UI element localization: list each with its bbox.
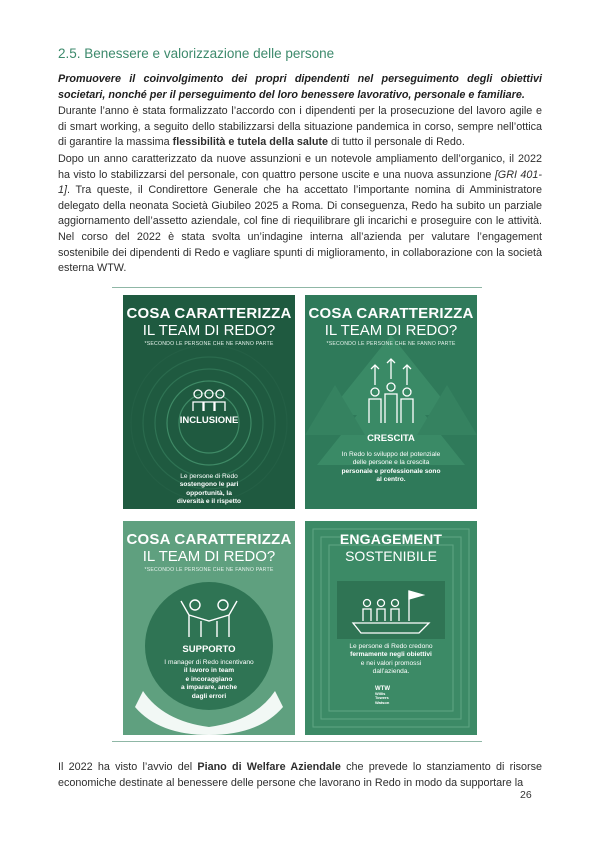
- p3-text-b: che prevede lo stanziamento di risorse economiche destinate al benessere delle persone che lavorano in Redo in modo da supportare la: [58, 761, 543, 789]
- figure-bottom-rule: [112, 741, 482, 742]
- wtw-logo-line-1: Willis: [375, 690, 386, 696]
- engagement-title-2: SOSTENIBILE: [345, 548, 437, 564]
- supporto-copy: [133, 659, 285, 701]
- panel-a-title-2: IL TEAM DI REDO?: [142, 322, 276, 339]
- p1-text-a: Durante l’anno è stata formalizzato l’accordo con i dipendenti per la prosecuzione del lavoro agile e di smart working, a seguito dello stabilizzarsi della situazione pandemica in corso, sempre nell’ottica di garantire la massima: [58, 105, 542, 149]
- supporto-label: SUPPORTO: [182, 644, 236, 655]
- inclusione-copy: [133, 473, 285, 507]
- panel-engagement: [305, 521, 477, 735]
- panel-b-title-1: COSA CARATTERIZZA: [308, 305, 474, 322]
- engagement-line-2: fermamente negli obiettivi: [350, 651, 432, 659]
- panel-a-title-1: COSA CARATTERIZZA: [126, 305, 292, 322]
- section-heading: 2.5. Benessere e valorizzazione delle persone: [58, 46, 335, 61]
- crescita-line-3: personale e professionale sono: [341, 467, 441, 475]
- crescita-copy: [315, 451, 467, 485]
- wtw-logo-line-3: Watson: [375, 699, 390, 705]
- inclusione-line-3: opportunità, la: [186, 489, 232, 497]
- panel-c-title-1: COSA CARATTERIZZA: [126, 531, 292, 548]
- p1-text-b: di tutto il personale di Redo.: [328, 136, 465, 149]
- paragraph-smart-working: [58, 104, 542, 151]
- supporto-line-2: il lavoro in team: [183, 667, 235, 675]
- engagement-copy: [315, 643, 467, 677]
- paragraph-welfare: [58, 760, 542, 791]
- inclusione-label: INCLUSIONE: [179, 415, 239, 426]
- p2-text-b: . Tra queste, il Condirettore Generale che ha accettato l’importante nomina di Amministratore delegato della neonata Società Giubileo 2025 a Roma. Di conseguenza, Redo ha subito un parziale aggiornamento dell’assetto aziendale, col fine di riequilibrare gli incarichi e proseguire con le attività. Nel corso del 2022 è stata svolta un’indagine interna all’azienda per valutare l’engagement sostenibile dei dipendenti di Redo e vagliare spunti di miglioramento, in collaborazione con la società esterna WTW.: [58, 184, 542, 275]
- gri-reference: [GRI 401-1]: [58, 168, 542, 197]
- inclusione-line-2: sostengono le pari: [179, 481, 239, 489]
- figure-top-rule: [112, 287, 482, 288]
- crescita-line-4: al centro.: [376, 476, 406, 484]
- supporto-line-4: a imparare, anche: [180, 684, 238, 692]
- supporto-line-5: dagli errori: [191, 692, 227, 700]
- engagement-line-1: Le persone di Redo credono: [349, 643, 433, 650]
- panel-inclusione: [123, 295, 295, 509]
- wtw-logo-mark: WTW: [375, 686, 390, 692]
- p1-bold: flessibilità e tutela della salute: [172, 136, 329, 149]
- inclusione-line-4: diversità e il rispetto: [176, 498, 242, 506]
- p2-text-a: Dopo un anno caratterizzato da nuove assunzioni e un notevole ampliamento dell’organico, il 2022 ha visto lo stabilizzarsi del personale, con quattro persone uscite e una nuova assunzione: [58, 153, 542, 181]
- crescita-line-2: delle persone e la crescita: [352, 459, 430, 467]
- engagement-line-3: e nei valori promossi: [360, 659, 422, 667]
- panel-b-subtitle: *SECONDO LE PERSONE CHE NE FANNO PARTE: [326, 341, 456, 347]
- panel-a-subtitle: *SECONDO LE PERSONE CHE NE FANNO PARTE: [144, 341, 274, 347]
- p3-text-a: Il 2022 ha visto l’avvio del: [58, 761, 198, 773]
- crescita-label: CRESCITA: [367, 433, 415, 444]
- paragraph-staff: [58, 152, 542, 277]
- wtw-logo: [375, 687, 415, 705]
- p3-bold: Piano di Welfare Aziendale: [197, 761, 341, 773]
- page-number: 26: [520, 789, 532, 801]
- inclusione-line-1: Le persone di Redo: [180, 473, 238, 480]
- supporto-line-3: e incoraggiano: [185, 675, 233, 683]
- engagement-title-1: ENGAGEMENT: [339, 531, 443, 547]
- panel-supporto: [123, 521, 295, 735]
- panel-c-subtitle: *SECONDO LE PERSONE CHE NE FANNO PARTE: [144, 567, 274, 573]
- panel-crescita: [305, 295, 477, 509]
- lead-paragraph: Promuovere il coinvolgimento dei propri dipendenti nel perseguimento degli obiettivi societari, nonché per il perseguimento del loro benessere lavorativo, personale e familiare.: [58, 73, 542, 101]
- supporto-line-1: I manager di Redo incentivano: [164, 659, 254, 666]
- wtw-logo-line-2: Towers: [375, 695, 389, 701]
- panel-c-title-2: IL TEAM DI REDO?: [142, 548, 276, 565]
- engagement-line-4: dall’azienda.: [372, 668, 410, 676]
- panel-b-title-2: IL TEAM DI REDO?: [324, 322, 458, 339]
- crescita-line-1: In Redo lo sviluppo del potenziale: [341, 451, 441, 458]
